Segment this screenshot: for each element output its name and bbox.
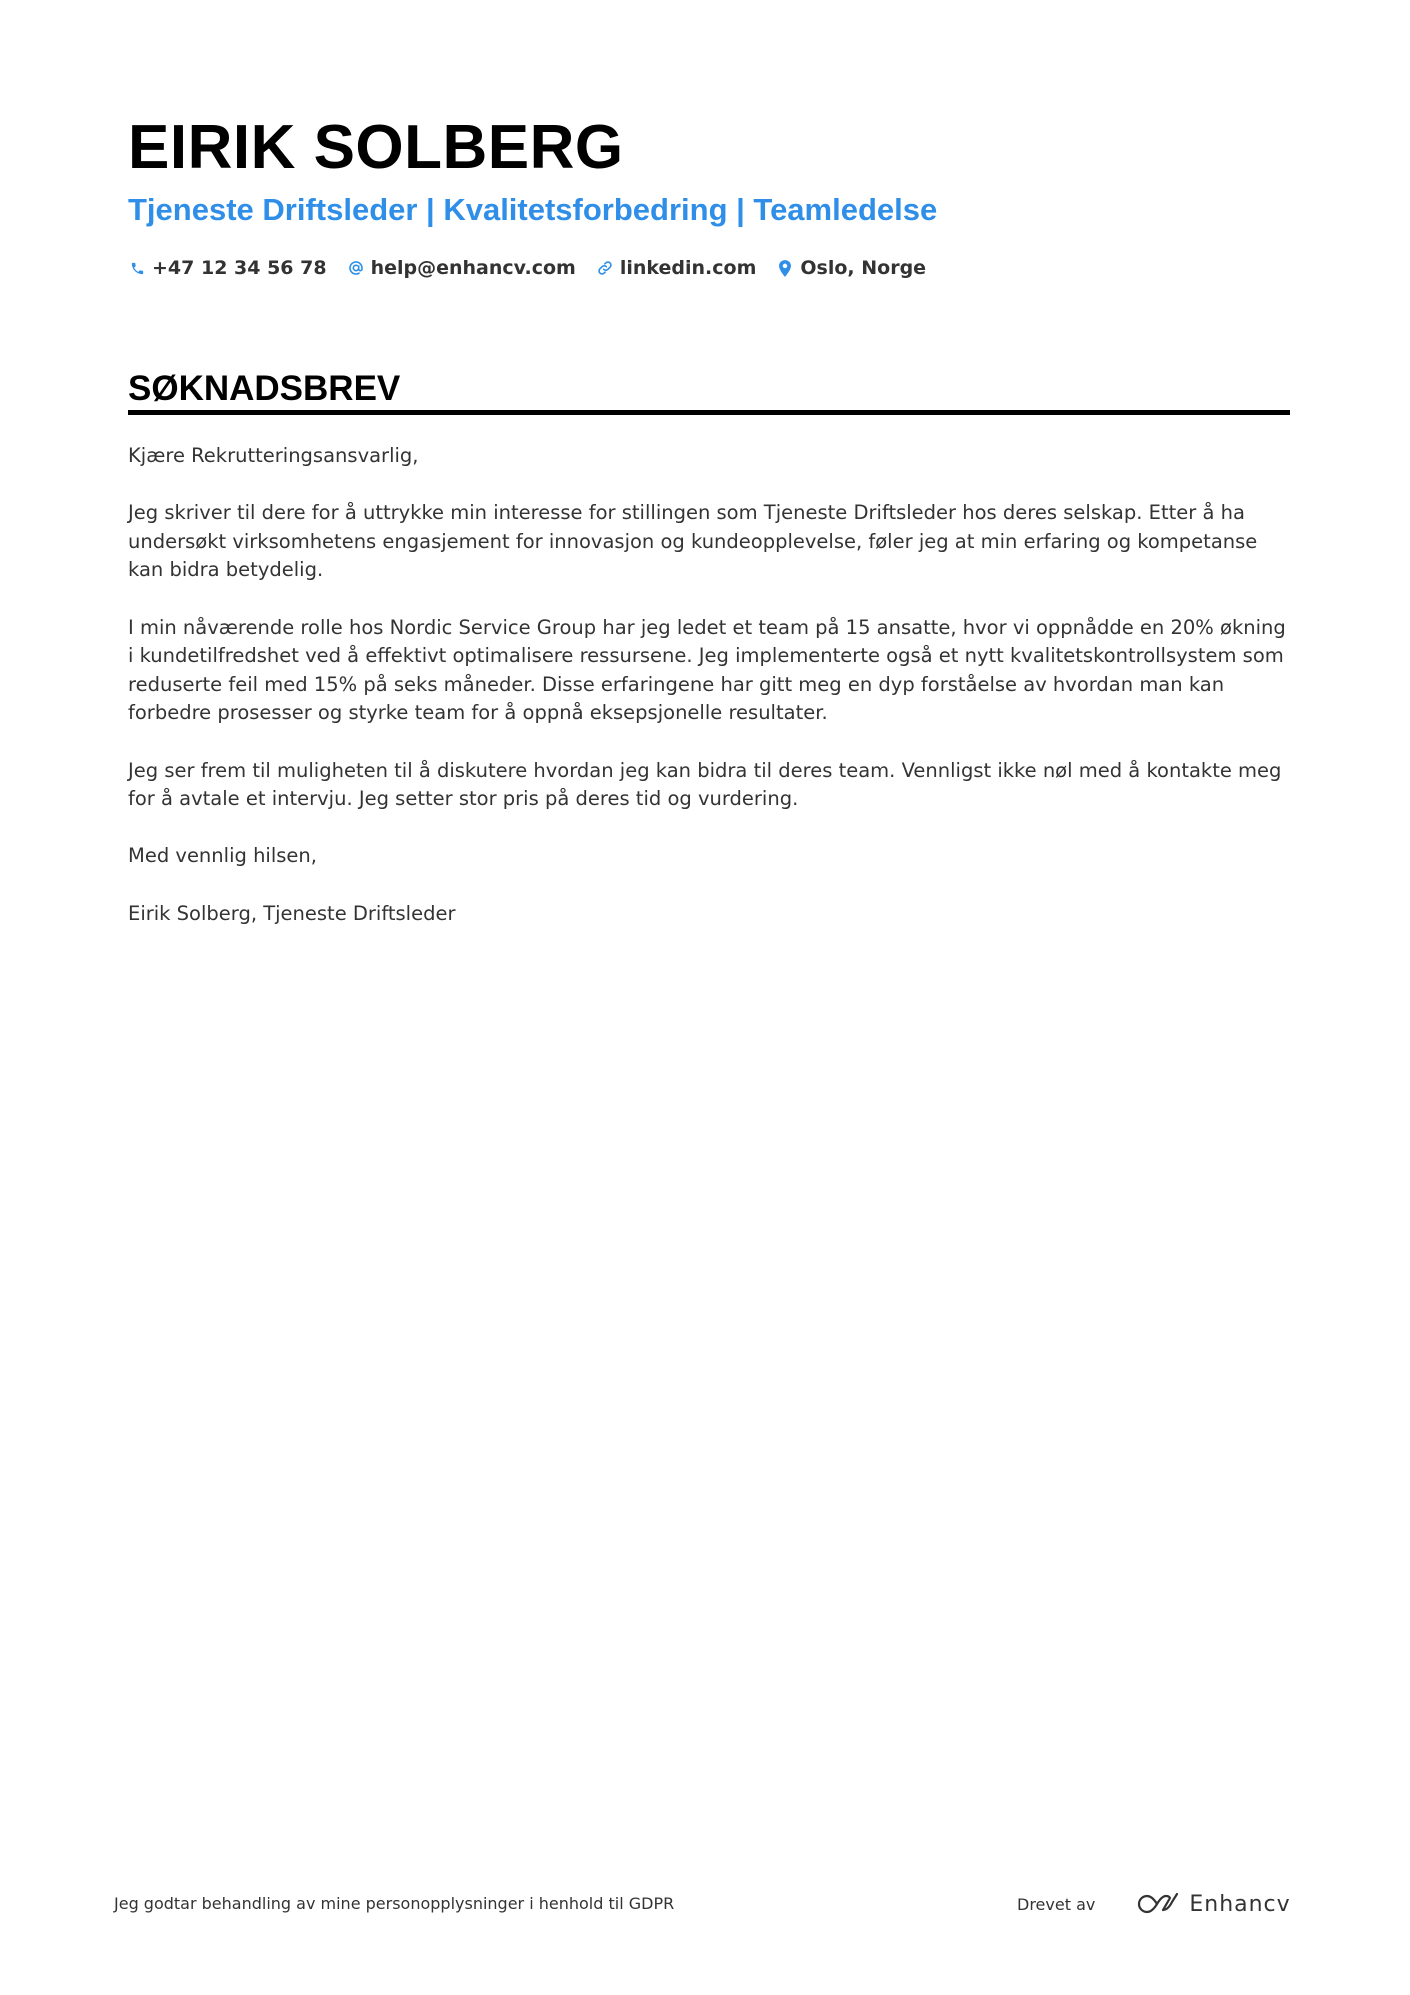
contact-phone-text: +47 12 34 56 78 [152,257,327,279]
at-icon [347,259,365,277]
enhancv-logo[interactable] [1137,1892,1290,1917]
phone-icon [128,259,146,277]
link-icon [596,259,614,277]
contact-bar [128,253,946,283]
contact-linkedin-text: linkedin.com [619,257,757,279]
letter-paragraph: Jeg ser frem til muligheten til å diskutere hvordan jeg kan bidra til deres team. Vennligst ikke nøl med å kontakte meg for å avtale et intervju. Jeg setter stor pris på deres tid og vurdering. [128,758,1282,811]
letter-signature: Eirik Solberg, Tjeneste Driftsleder [128,901,456,925]
applicant-subtitle: Tjeneste Driftsleder | Kvalitetsforbedring | Teamledelse [128,192,938,227]
enhancv-logo-text: Enhancv [1189,1891,1291,1917]
letter-body [128,442,1294,957]
powered-by [1017,1882,1291,1926]
contact-email[interactable] [347,257,576,279]
contact-location-text: Oslo, Norge [800,257,927,279]
letter-paragraph: Jeg skriver til dere for å uttrykke min interesse for stillingen som Tjeneste Driftsleder hos deres selskap. Etter å ha undersøkt virksomhetens engasjement for innovasjon og kundeopplevelse, føler jeg at min erfaring og kompetanse kan bidra betydelig. [128,501,1258,582]
applicant-name: EIRIK SOLBERG [128,113,624,182]
contact-linkedin[interactable] [596,257,757,279]
contact-location [776,257,926,279]
letter-greeting: Kjære Rekrutteringsansvarlig, [128,444,419,467]
powered-by-label: Drevet av [1017,1894,1096,1914]
location-pin-icon [776,259,794,277]
letter-closing: Med vennlig hilsen, [128,844,317,868]
enhancv-logo-icon [1137,1892,1181,1916]
section-title: SØKNADSBREV [128,369,401,408]
contact-email-text: help@enhancv.com [370,257,576,279]
contact-phone[interactable] [128,257,327,279]
section-divider [128,410,1290,415]
gdpr-consent-text: Jeg godtar behandling av mine personopplysninger i henhold til GDPR [114,1894,675,1913]
letter-paragraph: I min nåværende rolle hos Nordic Service Group har jeg ledet et team på 15 ansatte, hvor vi oppnådde en 20% økning i kundetilfredshet ved å effektivt optimalisere ressursene. Jeg implementerte også et nytt kvalitetskontrollsystem som reduserte feil med 15% på seks måneder. Disse erfaringene har gitt meg en dyp forståelse av hvordan man kan forbedre prosesser og styrke team for å oppnå eksepsjonelle resultater. [128,615,1286,725]
